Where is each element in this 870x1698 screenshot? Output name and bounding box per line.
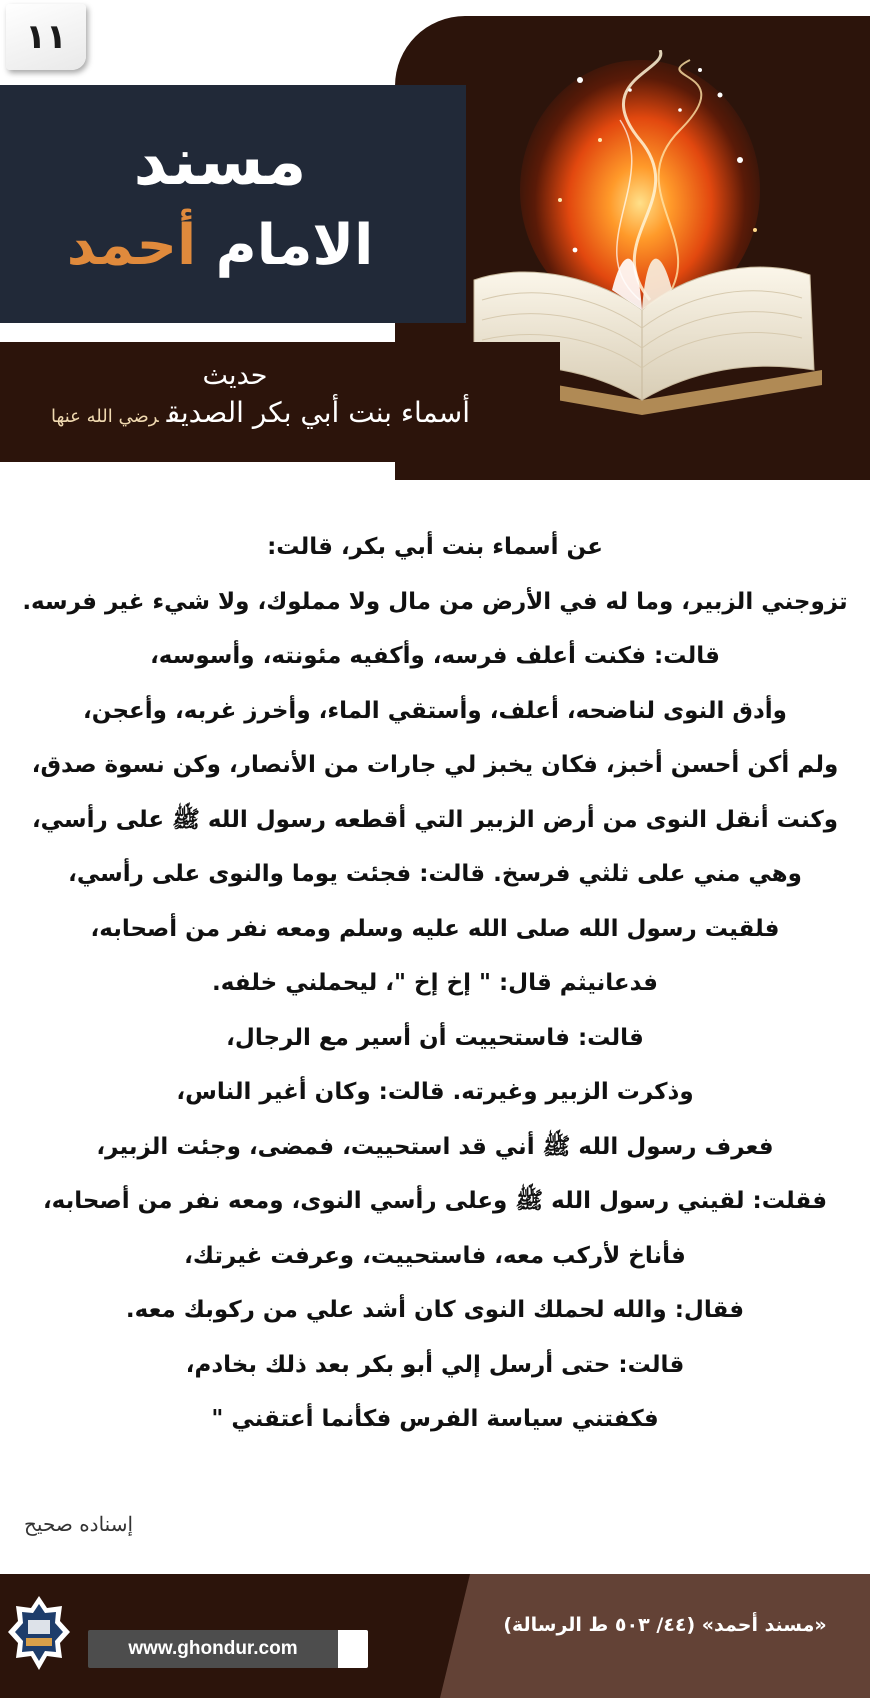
hadith-line: فعرف رسول الله ﷺ أني قد استحييت، فمضى، وجئت الزبير، [96, 1133, 774, 1160]
hadith-line: تزوجني الزبير، وما له في الأرض من مال ولا مملوك، ولا شيء غير فرسه. [22, 588, 848, 615]
website-box-tab [338, 1630, 368, 1668]
hadith-line: عن أسماء بنت أبي بكر، قالت: [267, 534, 603, 560]
hadith-text [0, 520, 870, 1447]
source-reference: «مسند أحمد» (٤٤/ ٥٠٣ ط الرسالة) [503, 1614, 827, 1636]
hadith-line: وذكرت الزبير وغيرته. قالت: وكان أغير الناس، [176, 1079, 694, 1105]
hadith-line: فدعانيثم قال: " إخ إخ "، ليحملني خلفه. [212, 970, 658, 996]
honorific-icon: رضي الله عنها [50, 406, 159, 427]
hadith-line: وهي مني على ثلثي فرسخ. قالت: فجئت يوما والنوى على رأسي، [68, 861, 802, 887]
hadith-line: فقال: والله لحملك النوى كان أشد علي من ركوبك معه. [125, 1297, 745, 1323]
title-imam: الامام [215, 213, 374, 278]
hadith-line: فكفتني سياسة الفرس فكأنما أعتقني " [211, 1406, 659, 1432]
subtitle-hadith: حديث [202, 360, 268, 391]
header [0, 0, 870, 480]
title-imam-ahmad [0, 208, 440, 284]
hadith-line: فلقيت رسول الله صلى الله عليه وسلم ومعه نفر من أصحابه، [90, 915, 780, 942]
hadith-line: قالت: حتى أرسل إلي أبو بكر بعد ذلك بخادم، [185, 1351, 685, 1378]
hadith-line: وأدق النوى لناضحه، أعلف، وأستقي الماء، وأخرز غربه، وأعجن، [83, 697, 787, 724]
hadith-line: وكنت أنقل النوى من أرض الزبير التي أقطعه رسول الله ﷺ على رأسي، [31, 806, 839, 833]
website-link[interactable]: www.ghondur.com [128, 1638, 298, 1659]
hadith-line: قالت: فكنت أعلف فرسه، وأكفيه مئونته، وأسوسه، [150, 643, 720, 669]
subtitle-narrator-name: أسماء بنت أبي بكر الصديق [166, 396, 470, 429]
footer-right-panel [440, 1574, 870, 1698]
title-ahmad: أحمد [66, 213, 197, 278]
hadith-line: ولم أكن أحسن أخبز، فكان يخبز لي جارات من الأنصار، وكن نسوة صدق، [31, 752, 839, 778]
title-musnad: مسند [133, 123, 307, 200]
hadith-line: فأناخ لأركب معه، فاستحييت، وعرفت غيرتك، [184, 1242, 686, 1269]
isnad-grading: إسناده صحيح [24, 1512, 134, 1536]
subtitle-narrator [40, 396, 470, 429]
website-box[interactable] [88, 1630, 368, 1668]
ghondur-logo-icon [6, 1594, 72, 1674]
footer [0, 1574, 870, 1698]
hadith-line: قالت: فاستحييت أن أسير مع الرجال، [226, 1024, 644, 1051]
hadith-line: فقلت: لقيني رسول الله ﷺ وعلى رأسي النوى، ومعه نفر من أصحابه، [42, 1188, 828, 1214]
page-number-tab: ١١ [6, 4, 86, 70]
title-band [0, 85, 466, 323]
